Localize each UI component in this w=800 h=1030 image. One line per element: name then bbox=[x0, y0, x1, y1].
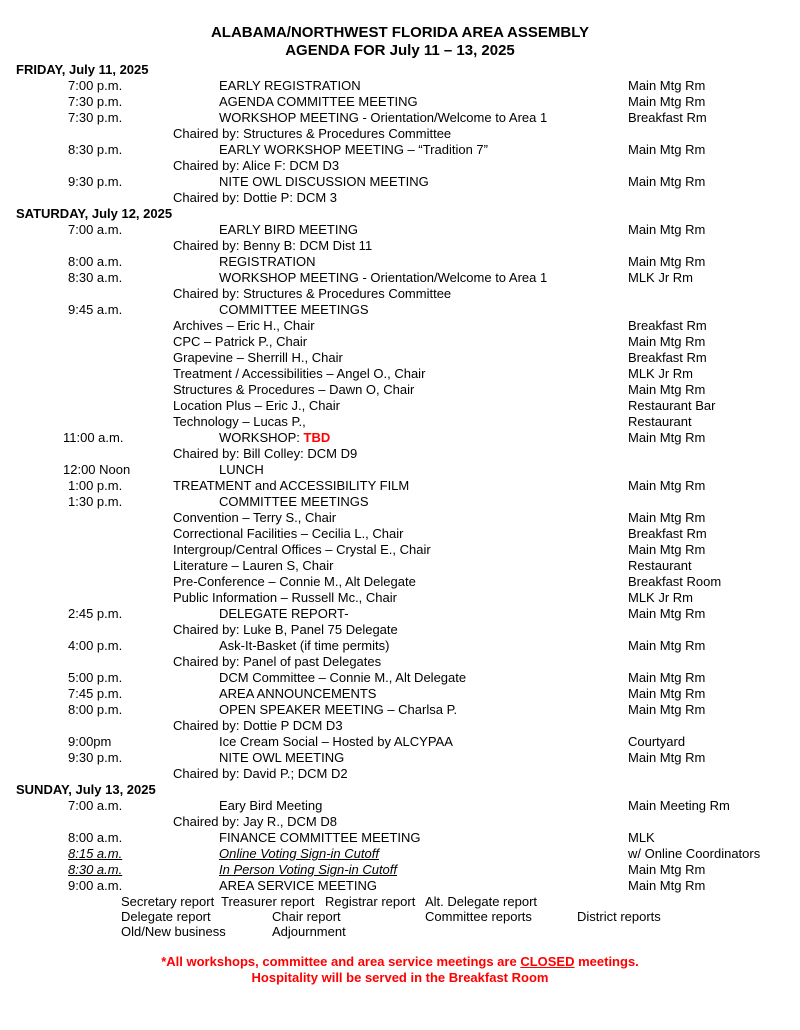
event-time: 8:15 a.m. bbox=[68, 846, 123, 861]
event-title bbox=[219, 606, 349, 622]
event-location: Restaurant bbox=[628, 414, 692, 429]
event-title bbox=[219, 734, 453, 750]
event-detail bbox=[173, 766, 348, 782]
event-time: 8:30 a.m. bbox=[68, 270, 123, 285]
agenda-row bbox=[0, 494, 800, 510]
event-text: Chaired by: Panel of past Delegates bbox=[173, 654, 382, 669]
agenda-row bbox=[0, 734, 800, 750]
event-time: 8:30 p.m. bbox=[68, 142, 123, 157]
event-location: Main Mtg Rm bbox=[628, 478, 706, 493]
reports-section bbox=[0, 894, 800, 939]
event-detail bbox=[173, 158, 339, 174]
agenda-row bbox=[0, 222, 800, 238]
agenda-row bbox=[0, 174, 800, 190]
event-time: 9:30 p.m. bbox=[68, 174, 123, 189]
event-time: 8:00 a.m. bbox=[68, 830, 123, 845]
event-title bbox=[219, 846, 379, 862]
event-title bbox=[219, 270, 547, 286]
event-time: 9:45 a.m. bbox=[68, 302, 123, 317]
agenda-row bbox=[0, 238, 800, 254]
event-location: MLK Jr Rm bbox=[628, 366, 693, 381]
event-location: Main Mtg Rm bbox=[628, 174, 706, 189]
footer-note-line1 bbox=[0, 954, 800, 970]
report-item: Old/New business bbox=[121, 924, 226, 939]
event-location: Restaurant bbox=[628, 558, 692, 573]
event-time: 4:00 p.m. bbox=[68, 638, 123, 653]
agenda-row bbox=[0, 286, 800, 302]
event-text: Treatment / Accessibilities – Angel O., Chair bbox=[173, 366, 426, 381]
event-text: Grapevine – Sherrill H., Chair bbox=[173, 350, 343, 365]
event-time: 7:00 p.m. bbox=[68, 78, 123, 93]
agenda-row bbox=[0, 190, 800, 206]
event-location: Breakfast Rm bbox=[628, 526, 707, 541]
agenda-row bbox=[0, 526, 800, 542]
agenda-row bbox=[0, 94, 800, 110]
event-text: Archives – Eric H., Chair bbox=[173, 318, 315, 333]
event-text: Correctional Facilities – Cecilia L., Chair bbox=[173, 526, 404, 541]
event-time: 7:00 a.m. bbox=[68, 222, 123, 237]
event-time: 7:45 p.m. bbox=[68, 686, 123, 701]
footer-note bbox=[0, 954, 800, 986]
event-text: Public Information – Russell Mc., Chair bbox=[173, 590, 397, 605]
day-heading: FRIDAY, July 11, 2025 bbox=[16, 62, 149, 77]
event-time: 1:00 p.m. bbox=[68, 478, 123, 493]
agenda-row bbox=[0, 654, 800, 670]
event-location: Main Mtg Rm bbox=[628, 94, 706, 109]
event-time: 2:45 p.m. bbox=[68, 606, 123, 621]
event-text: In Person Voting Sign-in Cutoff bbox=[219, 862, 398, 877]
event-text: NITE OWL DISCUSSION MEETING bbox=[219, 174, 429, 189]
event-time: 7:30 p.m. bbox=[68, 110, 123, 125]
event-title bbox=[219, 462, 264, 478]
agenda-row bbox=[0, 510, 800, 526]
event-text: AGENDA COMMITTEE MEETING bbox=[219, 94, 418, 109]
event-text: DCM Committee – Connie M., Alt Delegate bbox=[219, 670, 467, 685]
agenda-row bbox=[0, 638, 800, 654]
event-text: Ask-It-Basket (if time permits) bbox=[219, 638, 390, 653]
event-text: Chaired by: Dottie P: DCM 3 bbox=[173, 190, 338, 205]
agenda-row bbox=[0, 254, 800, 270]
event-location: Main Mtg Rm bbox=[628, 750, 706, 765]
event-detail bbox=[173, 510, 336, 526]
event-time: 9:30 p.m. bbox=[68, 750, 123, 765]
agenda-row bbox=[0, 622, 800, 638]
agenda-row bbox=[0, 798, 800, 814]
report-item: Secretary report bbox=[121, 894, 215, 909]
event-location: Main Mtg Rm bbox=[628, 382, 706, 397]
report-item: Delegate report bbox=[121, 909, 211, 924]
event-text: TREATMENT and ACCESSIBILITY FILM bbox=[173, 478, 410, 493]
event-text: CPC – Patrick P., Chair bbox=[173, 334, 308, 349]
report-item: District reports bbox=[577, 909, 661, 924]
event-detail bbox=[173, 286, 451, 302]
event-text: EARLY BIRD MEETING bbox=[219, 222, 358, 237]
event-detail bbox=[173, 334, 307, 350]
event-location: Courtyard bbox=[628, 734, 686, 749]
agenda-row bbox=[0, 878, 800, 894]
agenda-row bbox=[0, 862, 800, 878]
event-text: WORKSHOP: bbox=[219, 430, 304, 445]
event-title bbox=[173, 478, 409, 494]
agenda-row bbox=[0, 686, 800, 702]
event-text: Chaired by: Jay R., DCM D8 bbox=[173, 814, 337, 829]
event-text: COMMITTEE MEETINGS bbox=[219, 494, 369, 509]
event-title bbox=[219, 878, 377, 894]
agenda-row bbox=[0, 814, 800, 830]
agenda-row bbox=[0, 350, 800, 366]
report-item: Treasurer report bbox=[221, 894, 315, 909]
agenda-body bbox=[0, 62, 800, 894]
event-location: MLK bbox=[628, 830, 655, 845]
event-text: Intergroup/Central Offices – Crystal E., Chair bbox=[173, 542, 431, 557]
report-item: Chair report bbox=[272, 909, 341, 924]
event-time: 7:00 a.m. bbox=[68, 798, 123, 813]
agenda-row bbox=[0, 830, 800, 846]
event-title bbox=[219, 110, 547, 126]
agenda-row bbox=[0, 110, 800, 126]
event-text: Structures & Procedures – Dawn O, Chair bbox=[173, 382, 415, 397]
event-time: 8:00 p.m. bbox=[68, 702, 123, 717]
event-detail bbox=[173, 558, 333, 574]
event-detail bbox=[173, 238, 372, 254]
reports-row bbox=[0, 909, 800, 924]
event-text: EARLY WORKSHOP MEETING – “Tradition 7” bbox=[219, 142, 488, 157]
agenda-row bbox=[0, 382, 800, 398]
event-title bbox=[219, 862, 397, 878]
event-text: COMMITTEE MEETINGS bbox=[219, 302, 369, 317]
event-location: Main Mtg Rm bbox=[628, 670, 706, 685]
event-time: 8:30 a.m. bbox=[68, 862, 123, 877]
day-heading: SATURDAY, July 12, 2025 bbox=[16, 206, 173, 221]
event-location: Main Mtg Rm bbox=[628, 862, 706, 877]
event-text: Chaired by: David P.; DCM D2 bbox=[173, 766, 348, 781]
event-time: 8:00 a.m. bbox=[68, 254, 123, 269]
agenda-row bbox=[0, 606, 800, 622]
event-location: Main Mtg Rm bbox=[628, 542, 706, 557]
day-heading: SUNDAY, July 13, 2025 bbox=[16, 782, 156, 797]
document-title: ALABAMA/NORTHWEST FLORIDA AREA ASSEMBLY bbox=[210, 24, 590, 41]
event-location: Main Mtg Rm bbox=[628, 638, 706, 653]
agenda-row bbox=[0, 718, 800, 734]
event-detail bbox=[173, 126, 451, 142]
event-title bbox=[219, 750, 344, 766]
event-text: NITE OWL MEETING bbox=[219, 750, 345, 765]
event-title bbox=[219, 430, 330, 446]
event-title bbox=[219, 830, 421, 846]
event-text: WORKSHOP MEETING - Orientation/Welcome to Area 1 bbox=[219, 270, 548, 285]
event-time: 7:30 p.m. bbox=[68, 94, 123, 109]
event-detail bbox=[173, 446, 357, 462]
event-time: 1:30 p.m. bbox=[68, 494, 123, 509]
event-text: Chaired by: Luke B, Panel 75 Delegate bbox=[173, 622, 398, 637]
event-text: Chaired by: Structures & Procedures Committee bbox=[173, 126, 452, 141]
event-title bbox=[219, 174, 429, 190]
event-text: AREA SERVICE MEETING bbox=[219, 878, 377, 893]
event-time: 9:00pm bbox=[68, 734, 112, 749]
event-text: Technology – Lucas P., bbox=[173, 414, 306, 429]
event-text: Pre-Conference – Connie M., Alt Delegate bbox=[173, 574, 416, 589]
event-location: MLK Jr Rm bbox=[628, 590, 693, 605]
agenda-row bbox=[0, 446, 800, 462]
agenda-row bbox=[0, 478, 800, 494]
agenda-row bbox=[0, 142, 800, 158]
event-text: FINANCE COMMITTEE MEETING bbox=[219, 830, 421, 845]
agenda-row bbox=[0, 158, 800, 174]
event-title bbox=[219, 670, 466, 686]
event-detail bbox=[173, 382, 414, 398]
event-location: Breakfast Rm bbox=[628, 110, 707, 125]
event-text: Literature – Lauren S, Chair bbox=[173, 558, 334, 573]
report-item: Alt. Delegate report bbox=[425, 894, 538, 909]
event-location: Main Mtg Rm bbox=[628, 430, 706, 445]
event-title bbox=[219, 94, 418, 110]
event-detail bbox=[173, 350, 343, 366]
agenda-row bbox=[0, 78, 800, 94]
agenda-row bbox=[0, 366, 800, 382]
event-detail bbox=[173, 718, 343, 734]
event-location: Restaurant Bar bbox=[628, 398, 716, 413]
event-text: Location Plus – Eric J., Chair bbox=[173, 398, 340, 413]
event-time: 9:00 a.m. bbox=[68, 878, 123, 893]
agenda-row bbox=[0, 590, 800, 606]
event-text: DELEGATE REPORT- bbox=[219, 606, 349, 621]
event-location: Breakfast Rm bbox=[628, 318, 707, 333]
agenda-row bbox=[0, 430, 800, 446]
event-text: Chaired by: Alice F: DCM D3 bbox=[173, 158, 340, 173]
document-subtitle: AGENDA FOR July 11 – 13, 2025 bbox=[285, 42, 515, 59]
agenda-row bbox=[0, 334, 800, 350]
event-location: w/ Online Coordinators bbox=[628, 846, 761, 861]
event-location: Main Mtg Rm bbox=[628, 254, 706, 269]
event-time: 5:00 p.m. bbox=[68, 670, 123, 685]
agenda-row bbox=[0, 414, 800, 430]
event-title bbox=[219, 638, 389, 654]
event-location: Breakfast Rm bbox=[628, 350, 707, 365]
event-location: Main Mtg Rm bbox=[628, 78, 706, 93]
event-location: Main Mtg Rm bbox=[628, 878, 706, 893]
footer-note-line2: Hospitality will be served in the Breakfast Room bbox=[251, 970, 549, 985]
event-title bbox=[219, 798, 322, 814]
event-text: Eary Bird Meeting bbox=[219, 798, 323, 813]
event-location: Main Mtg Rm bbox=[628, 702, 706, 717]
event-detail bbox=[173, 814, 337, 830]
event-title bbox=[219, 686, 376, 702]
agenda-row bbox=[0, 398, 800, 414]
agenda-row bbox=[0, 462, 800, 478]
event-detail bbox=[173, 398, 340, 414]
event-location: Breakfast Room bbox=[628, 574, 722, 589]
event-text: AREA ANNOUNCEMENTS bbox=[219, 686, 377, 701]
event-location: Main Mtg Rm bbox=[628, 334, 706, 349]
agenda-row bbox=[0, 126, 800, 142]
agenda-row bbox=[0, 766, 800, 782]
agenda-row bbox=[0, 302, 800, 318]
reports-row bbox=[0, 894, 800, 909]
report-item: Adjournment bbox=[272, 924, 346, 939]
agenda-row bbox=[0, 574, 800, 590]
report-item: Registrar report bbox=[325, 894, 416, 909]
event-text: Ice Cream Social – Hosted by ALCYPAA bbox=[219, 734, 453, 749]
event-title bbox=[219, 78, 361, 94]
agenda-row bbox=[0, 670, 800, 686]
agenda-row bbox=[0, 702, 800, 718]
tbd-highlight: TBD bbox=[303, 430, 331, 445]
event-location: Main Mtg Rm bbox=[628, 686, 706, 701]
event-title bbox=[219, 494, 369, 510]
event-time: 12:00 Noon bbox=[63, 462, 131, 477]
event-detail bbox=[173, 654, 381, 670]
report-item: Committee reports bbox=[425, 909, 532, 924]
event-detail bbox=[173, 366, 425, 382]
event-text: Chaired by: Benny B: DCM Dist 11 bbox=[173, 238, 373, 253]
footer-text: *All workshops, committee and area service meetings are bbox=[161, 954, 521, 969]
reports-row bbox=[0, 924, 800, 939]
footer-text: meetings. bbox=[574, 954, 639, 969]
event-title bbox=[219, 222, 358, 238]
event-detail bbox=[173, 622, 398, 638]
event-detail bbox=[173, 526, 403, 542]
event-location: Main Meeting Rm bbox=[628, 798, 730, 813]
event-title bbox=[219, 254, 316, 270]
event-detail bbox=[173, 414, 306, 430]
agenda-row bbox=[0, 318, 800, 334]
agenda-row bbox=[0, 542, 800, 558]
event-text: OPEN SPEAKER MEETING – Charlsa P. bbox=[219, 702, 458, 717]
agenda-row bbox=[0, 558, 800, 574]
event-detail bbox=[173, 542, 431, 558]
event-detail bbox=[173, 574, 416, 590]
event-detail bbox=[173, 590, 397, 606]
agenda-row bbox=[0, 270, 800, 286]
event-text: WORKSHOP MEETING - Orientation/Welcome to Area 1 bbox=[219, 110, 548, 125]
event-text: REGISTRATION bbox=[219, 254, 316, 269]
event-detail bbox=[173, 318, 315, 334]
event-location: Main Mtg Rm bbox=[628, 510, 706, 525]
event-text: LUNCH bbox=[219, 462, 264, 477]
event-location: MLK Jr Rm bbox=[628, 270, 693, 285]
event-detail bbox=[173, 190, 337, 206]
event-text: Chaired by: Bill Colley: DCM D9 bbox=[173, 446, 358, 461]
event-location: Main Mtg Rm bbox=[628, 142, 706, 157]
agenda-row bbox=[0, 750, 800, 766]
event-text: Convention – Terry S., Chair bbox=[173, 510, 337, 525]
event-location: Main Mtg Rm bbox=[628, 222, 706, 237]
event-location: Main Mtg Rm bbox=[628, 606, 706, 621]
event-text: EARLY REGISTRATION bbox=[219, 78, 361, 93]
event-time: 11:00 a.m. bbox=[63, 430, 124, 445]
event-title bbox=[219, 702, 457, 718]
event-title bbox=[219, 302, 369, 318]
event-title bbox=[219, 142, 488, 158]
footer-closed-text: CLOSED bbox=[520, 954, 575, 969]
event-text: Online Voting Sign-in Cutoff bbox=[219, 846, 379, 861]
event-text: Chaired by: Structures & Procedures Committee bbox=[173, 286, 452, 301]
event-text: Chaired by: Dottie P DCM D3 bbox=[173, 718, 343, 733]
agenda-row bbox=[0, 846, 800, 862]
